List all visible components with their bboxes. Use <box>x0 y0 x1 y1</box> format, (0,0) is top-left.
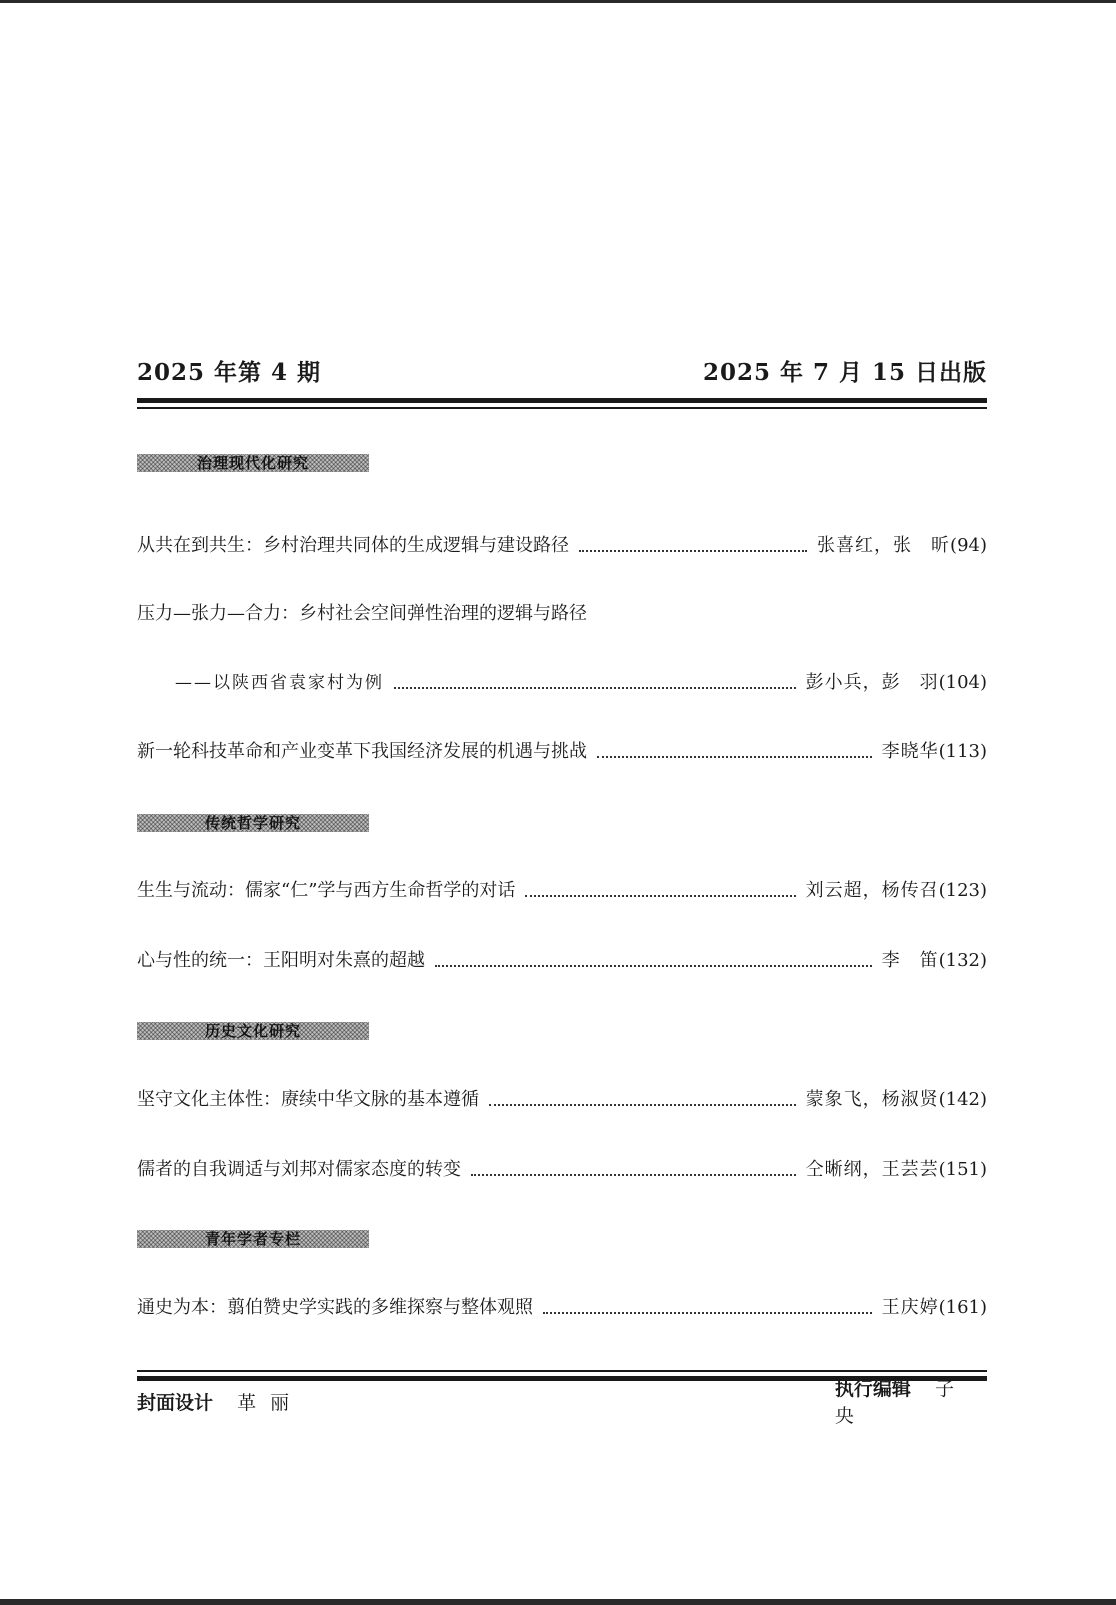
section-heading-young-scholars <box>137 1230 369 1248</box>
section-heading-label: 历史文化研究 <box>204 1022 301 1040</box>
entry-title: 生生与流动：儒家“仁”学与西方生命哲学的对话 <box>137 880 516 901</box>
toc-entry[interactable] <box>137 946 987 974</box>
dot-leader <box>525 894 795 897</box>
bottom-frame-border <box>0 1599 1116 1605</box>
dot-leader <box>435 964 872 967</box>
entry-authors: 张喜红，张 昕 <box>817 535 951 556</box>
entry-page: (132) <box>938 950 987 971</box>
issue-header <box>137 353 987 387</box>
toc-entry[interactable] <box>137 876 987 904</box>
executive-editor-name: 子央 <box>834 1378 968 1427</box>
entry-title: 通史为本：翦伯赞史学实践的多维探察与整体观照 <box>137 1297 533 1318</box>
issue-number: 2025 年第 4 期 <box>137 359 322 386</box>
entry-title: 从共在到共生：乡村治理共同体的生成逻辑与建设路径 <box>137 535 569 556</box>
entry-authors: 蒙象飞，杨淑贤 <box>805 1089 939 1110</box>
entry-authors: 王庆婷 <box>881 1297 939 1318</box>
toc-entry[interactable] <box>137 1155 987 1183</box>
toc-entry[interactable] <box>137 1293 987 1321</box>
section-heading-governance <box>137 454 369 472</box>
cover-designer-name: 革丽 <box>237 1391 304 1414</box>
entry-page: (94) <box>950 535 987 556</box>
publish-date: 2025 年 7 月 15 日出版 <box>702 359 987 386</box>
entry-authors: 仝晰纲，王芸芸 <box>805 1159 939 1180</box>
table-of-contents-page <box>137 0 987 1605</box>
toc-entry-subtitle[interactable] <box>137 668 987 696</box>
credits-footer <box>137 1378 987 1427</box>
dot-leader <box>489 1103 796 1106</box>
entry-title: 压力—张力—合力：乡村社会空间弹性治理的逻辑与路径 <box>137 603 587 624</box>
cover-design-credit <box>137 1388 303 1415</box>
entry-authors: 李晓华 <box>881 741 939 762</box>
toc-entry[interactable] <box>137 531 987 559</box>
entry-subtitle: ——以陕西省袁家村为例 <box>175 673 384 693</box>
entry-title: 心与性的统一：王阳明对朱熹的超越 <box>137 950 425 971</box>
entry-title: 坚守文化主体性：赓续中华文脉的基本遵循 <box>137 1089 479 1110</box>
executive-editor-label: 执行编辑 <box>834 1378 911 1400</box>
section-heading-history <box>137 1022 369 1040</box>
header-thick-rule <box>137 398 987 403</box>
entry-authors: 刘云超，杨传召 <box>805 880 939 901</box>
toc-entry[interactable] <box>137 1085 987 1113</box>
entry-page: (161) <box>938 1297 987 1318</box>
cover-design-label: 封面设计 <box>137 1391 214 1414</box>
section-heading-philosophy <box>137 814 369 832</box>
entry-page: (142) <box>938 1089 987 1110</box>
entry-page: (104) <box>938 672 987 693</box>
entry-page: (113) <box>938 741 987 762</box>
entry-page: (123) <box>938 880 987 901</box>
section-heading-label: 传统哲学研究 <box>204 814 301 832</box>
toc-entry[interactable] <box>137 599 987 627</box>
entry-authors: 彭小兵，彭 羽 <box>805 672 939 693</box>
toc-entry[interactable] <box>137 737 987 765</box>
footer-thin-rule <box>137 1370 987 1372</box>
dot-leader <box>543 1311 872 1314</box>
section-heading-label: 治理现代化研究 <box>196 454 309 472</box>
dot-leader <box>471 1173 796 1176</box>
entry-authors: 李 笛 <box>881 950 939 971</box>
entry-title: 儒者的自我调适与刘邦对儒家态度的转变 <box>137 1159 461 1180</box>
dot-leader <box>579 549 807 552</box>
entry-title: 新一轮科技革命和产业变革下我国经济发展的机遇与挑战 <box>137 741 587 762</box>
entry-page: (151) <box>938 1159 987 1180</box>
dot-leader <box>394 686 796 689</box>
header-thin-rule <box>137 407 987 409</box>
dot-leader <box>597 755 872 758</box>
executive-editor-credit <box>835 1374 987 1428</box>
section-heading-label: 青年学者专栏 <box>204 1230 301 1248</box>
